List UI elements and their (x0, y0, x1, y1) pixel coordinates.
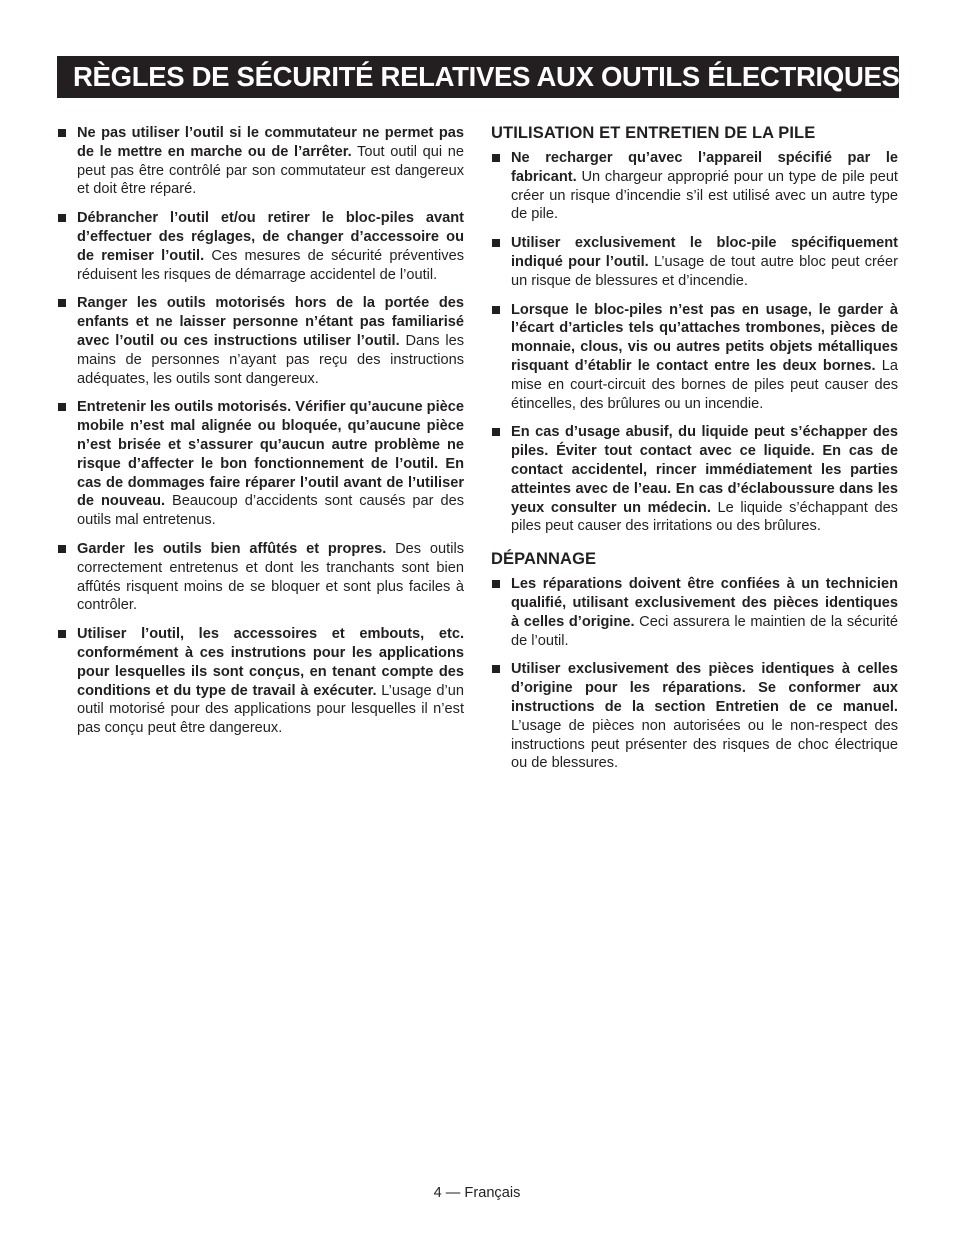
bullet-lead: Les réparations doivent être confiées à un technicien qualifié, utilisant exclusivement des pièces identiques à celles d’origine. (511, 576, 898, 630)
troubleshooting-bullet-list (491, 575, 898, 773)
bullet-text: Ceci assurera le maintien de la sécurité de l’outil. (511, 613, 898, 649)
list-item (491, 234, 898, 290)
square-bullet-icon (492, 239, 500, 247)
square-bullet-icon (58, 129, 66, 137)
bullet-text: Beaucoup d’accidents sont causés par des outils mal entretenus. (77, 493, 465, 529)
bullet-text: Un chargeur approprié pour un type de pile peut créer un risque d’incendie s’il est utilisé avec un autre type de pile. (511, 168, 898, 223)
bullet-lead: Ne pas utiliser l’outil si le commutateur ne permet pas de le mettre en marche ou de l’arrêter. (77, 125, 464, 160)
bullet-text: Tout outil qui ne peut pas être contrôlé par son commutateur est dangereux et doit être réparé. (77, 143, 464, 198)
list-item (491, 301, 898, 414)
section-heading-troubleshooting: DÉPANNAGE (491, 550, 597, 569)
bullet-text: L’usage de pièces non autorisées ou le non-respect des instructions peut présenter des risques de choc électrique ou de blessures. (511, 717, 898, 772)
bullet-text: Ces mesures de sécurité préventives réduisent les risques de démarrage accidentel de l’outil. (77, 247, 465, 283)
list-item (57, 625, 464, 738)
section-heading-battery: UTILISATION ET ENTRETIEN DE LA PILE (491, 124, 816, 142)
left-bullet-list (57, 124, 464, 738)
page-footer (0, 1184, 954, 1202)
bullet-text: Dans les mains de personnes n’ayant pas reçu des instructions adéquates, les outils sont dangereux. (77, 332, 464, 387)
bullet-text: Le liquide s’échappant des piles peut causer des irritations ou des brûlures. (511, 499, 898, 535)
bullet-lead: Débrancher l’outil et/ou retirer le bloc-piles avant d’effectuer des réglages, de changer d’accessoire ou de remiser l’outil. (77, 210, 464, 264)
page-title-bar (57, 56, 899, 98)
square-bullet-icon (492, 154, 500, 162)
list-item (57, 209, 464, 284)
page-title: RÈGLES DE SÉCURITÉ RELATIVES AUX OUTILS ÉLECTRIQUES (73, 61, 900, 93)
list-item (57, 294, 464, 388)
square-bullet-icon (58, 403, 66, 411)
list-item (491, 660, 898, 773)
bullet-lead: Lorsque le bloc-piles n’est pas en usage, le garder à l’écart d’articles tels qu’attaches trombones, pièces de monnaie, clous, vis ou autres petits objets métalliques risquant d’établir le contact entre les deux bornes. (511, 301, 898, 374)
square-bullet-icon (58, 545, 66, 553)
left-column (57, 124, 464, 748)
bullet-lead: Utiliser exclusivement des pièces identiques à celles d’origine pour les réparations. Se conformer aux instructions de la section Entretien de ce manuel. (511, 661, 898, 715)
square-bullet-icon (58, 214, 66, 222)
square-bullet-icon (492, 306, 500, 314)
bullet-lead: Utiliser exclusivement le bloc-pile spécifiquement indiqué pour l’outil. (511, 235, 898, 270)
list-item (57, 540, 464, 615)
bullet-lead: Utiliser l’outil, les accessoires et embouts, etc. conformément à ces instrutions pour les applications pour lesquelles ils sont conçus, en tenant compte des conditions et du type de travail à exécuter. (77, 626, 464, 699)
bullet-lead: Ranger les outils motorisés hors de la portée des enfants et ne laisser personne n’étant pas familiarisé avec l’outil ou ces instructions utiliser l’outil. (77, 295, 464, 349)
bullet-lead: Entretenir les outils motorisés. Vérifier qu’aucune pièce mobile n’est mal alignée ou bloquée, qu’aucune pièce n’est brisée et s’assurer qu’aucun autre problème ne risque d’affecter le bon fonctionnement de l’outil. En cas de dommages faire réparer l’outil avant de l’utiliser de nouveau. (77, 399, 464, 510)
square-bullet-icon (58, 630, 66, 638)
list-item (491, 423, 898, 536)
battery-section (491, 124, 898, 536)
list-item (57, 398, 464, 530)
square-bullet-icon (58, 299, 66, 307)
list-item (491, 575, 898, 650)
right-column (491, 124, 898, 787)
troubleshooting-section (491, 550, 898, 773)
bullet-text: L’usage de tout autre bloc peut créer un risque de blessures et d’incendie. (511, 253, 898, 289)
square-bullet-icon (492, 580, 500, 588)
square-bullet-icon (492, 665, 500, 673)
square-bullet-icon (492, 428, 500, 436)
bullet-text: La mise en court-circuit des bornes de piles peut causer des étincelles, des brûlures ou un incendie. (511, 357, 898, 412)
bullet-lead: Ne recharger qu’avec l’appareil spécifié par le fabricant. (511, 150, 898, 185)
page-number: 4 — Français (433, 1185, 521, 1201)
bullet-text: Des outils correctement entretenus et dont les tranchants sont bien affûtés risquent moins de se bloquer et sont plus faciles à contrôler. (77, 540, 464, 614)
bullet-lead: En cas d’usage abusif, du liquide peut s’échapper des piles. Éviter tout contact avec ce liquide. En cas de contact accidentel, rincer immédiatement les parties atteintes avec de l’eau. En cas d’éclaboussure dans les yeux consulter un médecin. (511, 424, 898, 516)
list-item (57, 124, 464, 199)
bullet-lead: Garder les outils bien affûtés et propres. (77, 540, 387, 557)
battery-bullet-list (491, 149, 898, 536)
bullet-text: L’usage d’un outil motorisé pour des applications pour lesquelles il n’est pas conçu peut être dangereux. (77, 682, 464, 737)
list-item (491, 149, 898, 224)
